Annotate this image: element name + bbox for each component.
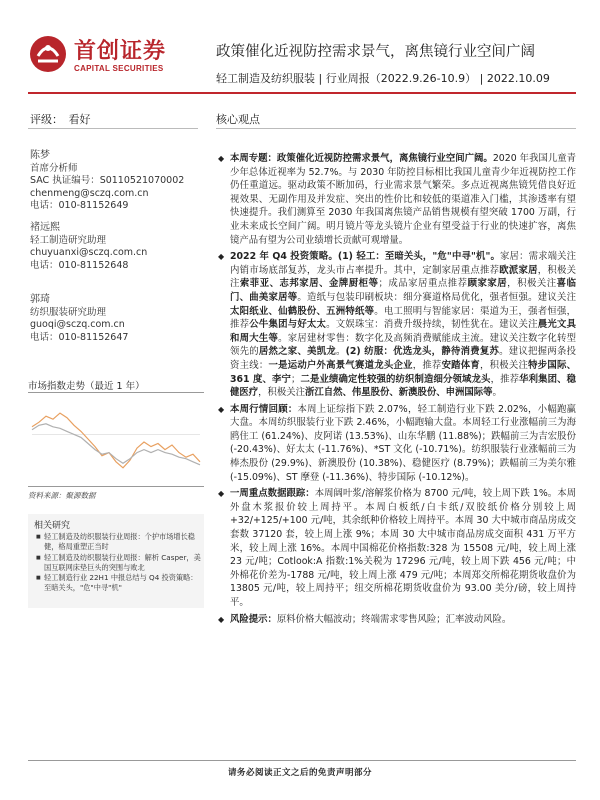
paragraph-text: 。	[335, 346, 346, 358]
footer-divider	[28, 760, 576, 761]
right-divider	[216, 128, 576, 129]
related-research-title: 相关研究	[34, 521, 71, 531]
logo-text-en: CAPITAL SECURITIES	[74, 64, 164, 73]
company-logo	[28, 30, 208, 82]
diamond-bullet-icon: ◆	[218, 154, 225, 163]
paragraph-text: 。文娱珠宝：消费升级持续，韧性犹在。建议关注	[326, 319, 538, 331]
analyst-name: 陈梦	[30, 150, 50, 161]
logo-text-cn: 首创证券	[74, 39, 167, 64]
analyst-role: 轻工制造研究助理	[30, 234, 107, 246]
paragraph-text: ，积极关注	[258, 387, 306, 399]
paragraph-text: ，推荐	[490, 373, 520, 385]
diamond-bullet-icon: ◆	[218, 404, 225, 414]
analyst-role: 纺织服装研究助理	[30, 306, 107, 318]
emphasis-text: 安踏体育	[441, 359, 481, 371]
emphasis-text: 华利集团、稳健医疗	[230, 373, 576, 399]
related-research-item[interactable]: ■ 轻工制造行业 22H1 中报总结与 Q4 投资策略：至暗关头，"危"中寻"机"	[36, 573, 202, 594]
chart-source: 资料来源：聚源数据	[28, 491, 96, 500]
emphasis-text: 特步国际、361 度、李宁	[230, 359, 576, 385]
paragraph-text: ，积极关注	[230, 264, 576, 290]
rating: 评级： 看好	[30, 113, 91, 126]
emphasis-text: 本周行情回顾：	[230, 403, 298, 415]
report-title: 政策催化近视防控需求景气，离焦镜行业空间广阔	[216, 44, 535, 60]
report-subtitle: 轻工制造及纺织服装 | 行业周报（2022.9.26-10.9） | 2022.10.09	[216, 72, 550, 85]
emphasis-text: 居然之家、美凯龙	[258, 346, 336, 358]
emphasis-text: 2022 年 Q4 投资策略。(1) 轻工：至暗关头，"危"中寻"机"。	[230, 251, 501, 263]
related-research-list	[36, 532, 202, 594]
core-views-body	[218, 152, 576, 629]
emphasis-text: 浙江自然、伟星股份、新澳股份、申洲国际等	[305, 387, 493, 399]
diamond-bullet-icon: ◆	[218, 614, 225, 624]
paragraph-text: 本周阔叶浆/溶解浆价格为 8700 元/吨，较上周下跌 1%。本周外盘木浆报价较上周持平。本周白板纸/白卡纸/双胶纸价格分别较上周+32/+125/+100 元/吨，其余纸种价格较上周持平。本周 30 大中城市商品房成交套数 37120 套，较上周上涨 9%；本周 30 大中城市商品房成交面积 431 万平方米，较上周上涨 16%。本周中国棉花价格指数:328 为 15508 元/吨，较上周上涨 23 元/吨；Cotlook:A 指数:1%关税为 17296 元/吨，较上周下跌 456 元/吨；中外棉花价差为-1788 元/吨，较上周上涨 479 元/吨；本周郑交所棉花期货收盘价为 13805 元/吨，较上周持平；纽交所棉花期货收盘价为 93.00 美分/磅，较上周持平。	[230, 488, 576, 608]
analyst-name: 郭琦	[30, 294, 50, 305]
core-view-paragraph	[218, 250, 576, 400]
paragraph-text: ，积极关注	[480, 359, 529, 371]
emphasis-text: 顾家家居	[467, 278, 508, 290]
analyst-block	[30, 222, 147, 272]
paragraph-text: 本周上证综指下跌 2.07%，轻工制造行业下跌 2.02%，小幅跑赢大盘。本周纺织服装行业下跌 2.46%，小幅跑输大盘。本周轻工行业涨幅前三为海鸥住工 (61.24%)、皮阿诺 (13.53%)、山东华鹏 (11.88%)；跌幅前三为吉宏股份 (-20.43%)、好太太 (-11.76%)、*ST 文化 (-10.71%)。纺织服装行业涨幅前三为棒杰股份 (29.9%)、新澳股份 (10.38%)、稳健医疗 (8.79%)；跌幅前三为美尔雅 (-15.09%)、ST 摩登 (-11.36%)、特步国际 (-10.12%)。	[230, 403, 576, 483]
analyst-phone: 电话：010-81152647	[30, 331, 129, 343]
emphasis-text: 二是业绩确定性较强的纺织制造细分领域龙头	[300, 373, 491, 385]
paragraph-text: 。造纸与包装印刷板块：细分赛道格局优化，强者恒强。建议关注	[297, 291, 576, 303]
paragraph-text: 家居：需求端关注内销市场底部复苏，龙头市占率提升。其中，定制家居重点推荐	[230, 251, 576, 276]
emphasis-text: 晨光文具和周大生等	[230, 319, 576, 344]
emphasis-text: 喜临门、曲美家居等	[230, 278, 576, 303]
core-views-title: 核心观点	[216, 113, 260, 126]
related-research-item[interactable]: ■ 轻工制造及纺织服装行业周报：个护市场增长稳健，格局重塑正当时	[36, 532, 202, 553]
paragraph-text: ，推荐	[412, 359, 442, 371]
chart-plot	[28, 394, 204, 490]
paragraph-text: ；	[290, 373, 301, 385]
analyst-phone: 电话：010-81152648	[30, 259, 129, 271]
core-view-paragraph	[218, 487, 576, 609]
related-research-box	[28, 514, 204, 608]
analyst-name: 褚远熙	[30, 222, 60, 233]
paragraph-text: ；成品家居重点推荐	[378, 278, 468, 290]
analyst-block	[30, 294, 128, 344]
analyst-phone: 电话：010-81152649	[30, 200, 129, 211]
emphasis-text: 公牛集团与好太太	[249, 319, 327, 331]
chart-bottom-rule	[28, 486, 204, 487]
emphasis-text: 欧派家居	[499, 264, 538, 276]
chart-top-rule	[28, 392, 204, 393]
emphasis-text: 本周专题：政策催化近视防控需求景气，离焦镜行业空间广阔。	[230, 153, 493, 164]
analyst-email[interactable]: chuyuanxi@sczq.com.cn	[30, 247, 148, 258]
paragraph-text: 2020 年我国儿童青少年总体近视率为 52.7%。与 2030 年防控目标相比我国儿童青少年近视防控工作仍任重道远。驱动政策不断加码，行业需求景气繁荣。多点近视离焦镜凭借良好近视效果、无副作用及并发症、突出的性价比和较低的渠道准入门槛，其渗透率有望快速提升。我们测算至 2030 年我国离焦镜产品销售规模有望突破 1700 万副，行业未来成长空间广阔。明月镜片等龙头镜片企业有望受益于行业的快速扩容，离焦镜产品有望为公司业绩增长贡献可观增量。	[230, 153, 576, 246]
header-divider	[28, 92, 576, 94]
chart-series-line-1	[32, 424, 200, 465]
analyst-role: 首席分析师	[30, 162, 78, 174]
chart-title: 市场指数走势（最近 1 年）	[28, 381, 145, 392]
market-index-chart	[28, 374, 204, 512]
core-view-paragraph	[218, 152, 576, 247]
emphasis-text: 太阳纸业、仙鹤股份、五洲特纸等	[230, 305, 375, 317]
analyst-block	[30, 150, 184, 213]
diamond-bullet-icon: ◆	[218, 489, 225, 499]
core-view-paragraph	[218, 403, 576, 485]
analyst-cert: SAC 执证编号：S0110521070002	[30, 175, 185, 186]
paragraph-text: 原料价格大幅波动；终端需求零售风险；汇率波动风险。	[276, 613, 512, 625]
chart-series-line-0	[32, 413, 200, 468]
paragraph-text: 。建议把握两条投资主线：	[230, 346, 576, 371]
analyst-email[interactable]: guoqi@sczq.com.cn	[30, 319, 125, 330]
footer-disclaimer: 请务必阅读正文之后的免责声明部分	[227, 768, 372, 778]
paragraph-text: 。家居建材零售：数字化及高频消费赋能成主流。建议关注数字化转型领先的	[230, 332, 576, 358]
paragraph-text: ，积极关注	[507, 278, 557, 290]
diamond-bullet-icon: ◆	[218, 252, 225, 262]
paragraph-text: 。	[492, 387, 502, 399]
core-view-paragraph	[218, 613, 576, 627]
emphasis-text: 风险提示：	[230, 613, 277, 625]
emphasis-text: 一周重点数据跟踪：	[230, 488, 315, 500]
analyst-email[interactable]: chenmeng@sczq.com.cn	[30, 187, 149, 199]
left-divider	[28, 128, 198, 129]
emphasis-text: 一是运动户外高景气赛道龙头企业	[268, 359, 413, 371]
related-research-item[interactable]: ■ 轻工制造及纺织服装行业周报：解析 Casper，美国互联网床垫巨头的突围与败北	[36, 553, 202, 574]
logo-emblem-icon	[28, 34, 68, 74]
emphasis-text: 索菲亚、志邦家居、金牌厨柜等	[239, 278, 379, 290]
paragraph-text: 。电工照明与智能家居：渠道为王，强者恒强，推荐	[230, 305, 576, 331]
emphasis-text: (2) 纺服：优选龙头，静待消费复苏	[345, 346, 500, 358]
